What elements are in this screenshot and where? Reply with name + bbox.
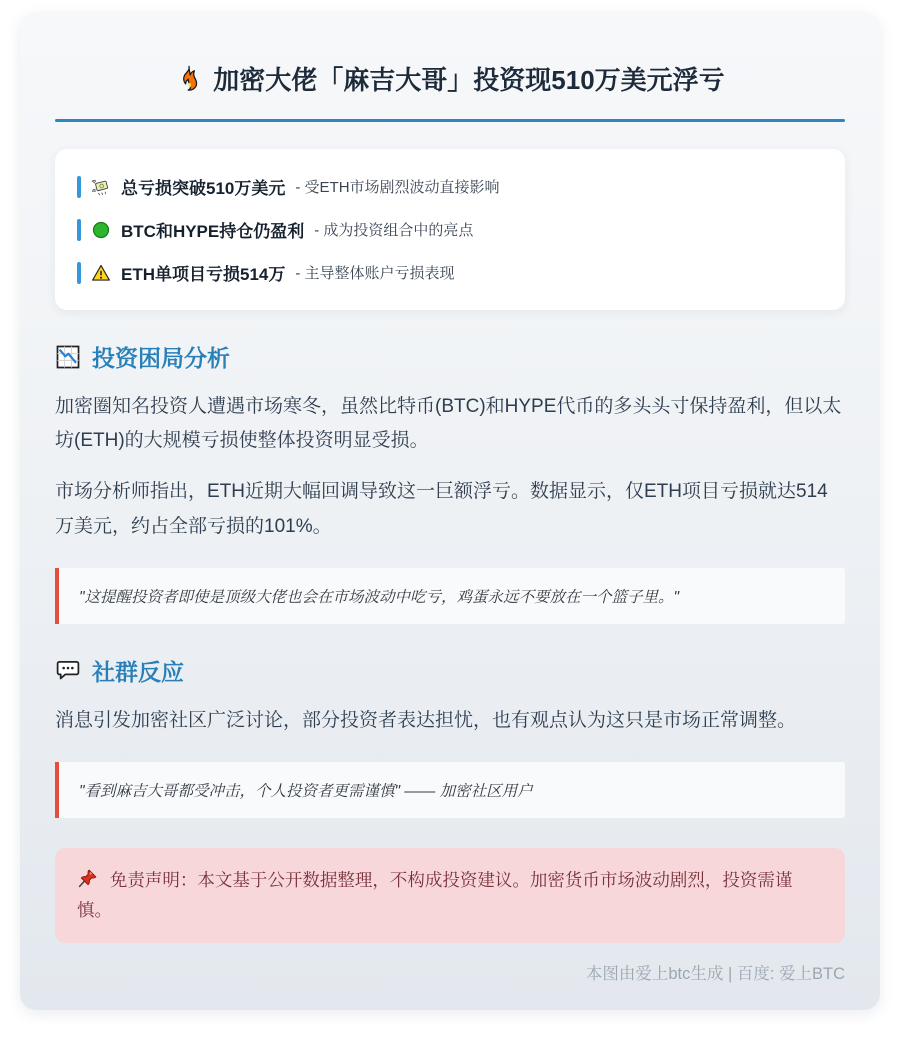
- highlight-title: ETH单项目亏损514万: [121, 265, 286, 284]
- title-divider: [55, 119, 845, 122]
- page-title: [55, 60, 845, 97]
- page-title-text: 加密大佬「麻吉大哥」投资现510万美元浮亏: [213, 65, 725, 95]
- speech-bubble-icon: [55, 657, 81, 683]
- accent-bar: [77, 262, 81, 284]
- highlight-title: BTC和HYPE持仓仍盈利: [121, 222, 305, 241]
- warning-icon: [91, 263, 111, 283]
- money-with-wings-icon: [91, 177, 111, 197]
- disclaimer-box: [55, 848, 845, 944]
- chart-down-icon: [55, 344, 81, 370]
- highlight-desc: - 成为投资组合中的亮点: [314, 222, 474, 239]
- green-circle-icon: [91, 220, 111, 240]
- highlights-card: [55, 149, 845, 310]
- paragraph: 市场分析师指出，ETH近期大幅回调导致这一巨额浮亏。数据显示，仅ETH项目亏损就达514万美元，约占全部亏损的101%。: [55, 481, 828, 537]
- pushpin-icon: [77, 868, 98, 889]
- highlight-item-profit: [77, 208, 823, 251]
- footer-credit: 本图由爱上btc生成 | 百度: 爱上BTC: [585, 965, 845, 984]
- highlight-desc: - 主导整体账户亏损表现: [295, 265, 455, 282]
- highlight-title: 总亏损突破510万美元: [121, 179, 286, 198]
- quote-block: "这提醒投资者即使是顶级大佬也会在市场波动中吃亏，鸡蛋永远不要放在一个篮子里。": [55, 568, 845, 624]
- article-poster: [20, 12, 880, 1010]
- section-heading-analysis: [55, 340, 845, 373]
- accent-bar: [77, 176, 81, 198]
- section-heading-text: 社群反应: [92, 658, 184, 685]
- highlight-desc: - 受ETH市场剧烈波动直接影响: [295, 179, 500, 196]
- section-heading-text: 投资困局分析: [92, 345, 230, 371]
- section-heading-community: [55, 654, 845, 687]
- paragraph: 消息引发加密社区广泛讨论，部分投资者表达担忧，也有观点认为这只是市场正常调整。: [55, 709, 797, 731]
- disclaimer-text: 免责声明：本文基于公开数据整理，不构成投资建议。加密货币市场波动剧烈，投资需谨慎。: [77, 869, 793, 920]
- highlight-item-eth-loss: [77, 251, 823, 294]
- quote-block: "看到麻吉大哥都受冲击，个人投资者更需谨慎" —— 加密社区用户: [55, 762, 845, 818]
- accent-bar: [77, 219, 81, 241]
- highlight-item-total-loss: [77, 165, 823, 208]
- paragraph: 加密圈知名投资人遭遇市场寒冬，虽然比特币(BTC)和HYPE代币的多头头寸保持盈利，但以太坊(ETH)的大规模亏损使整体投资明显受损。: [55, 396, 842, 452]
- fire-icon: [175, 65, 203, 93]
